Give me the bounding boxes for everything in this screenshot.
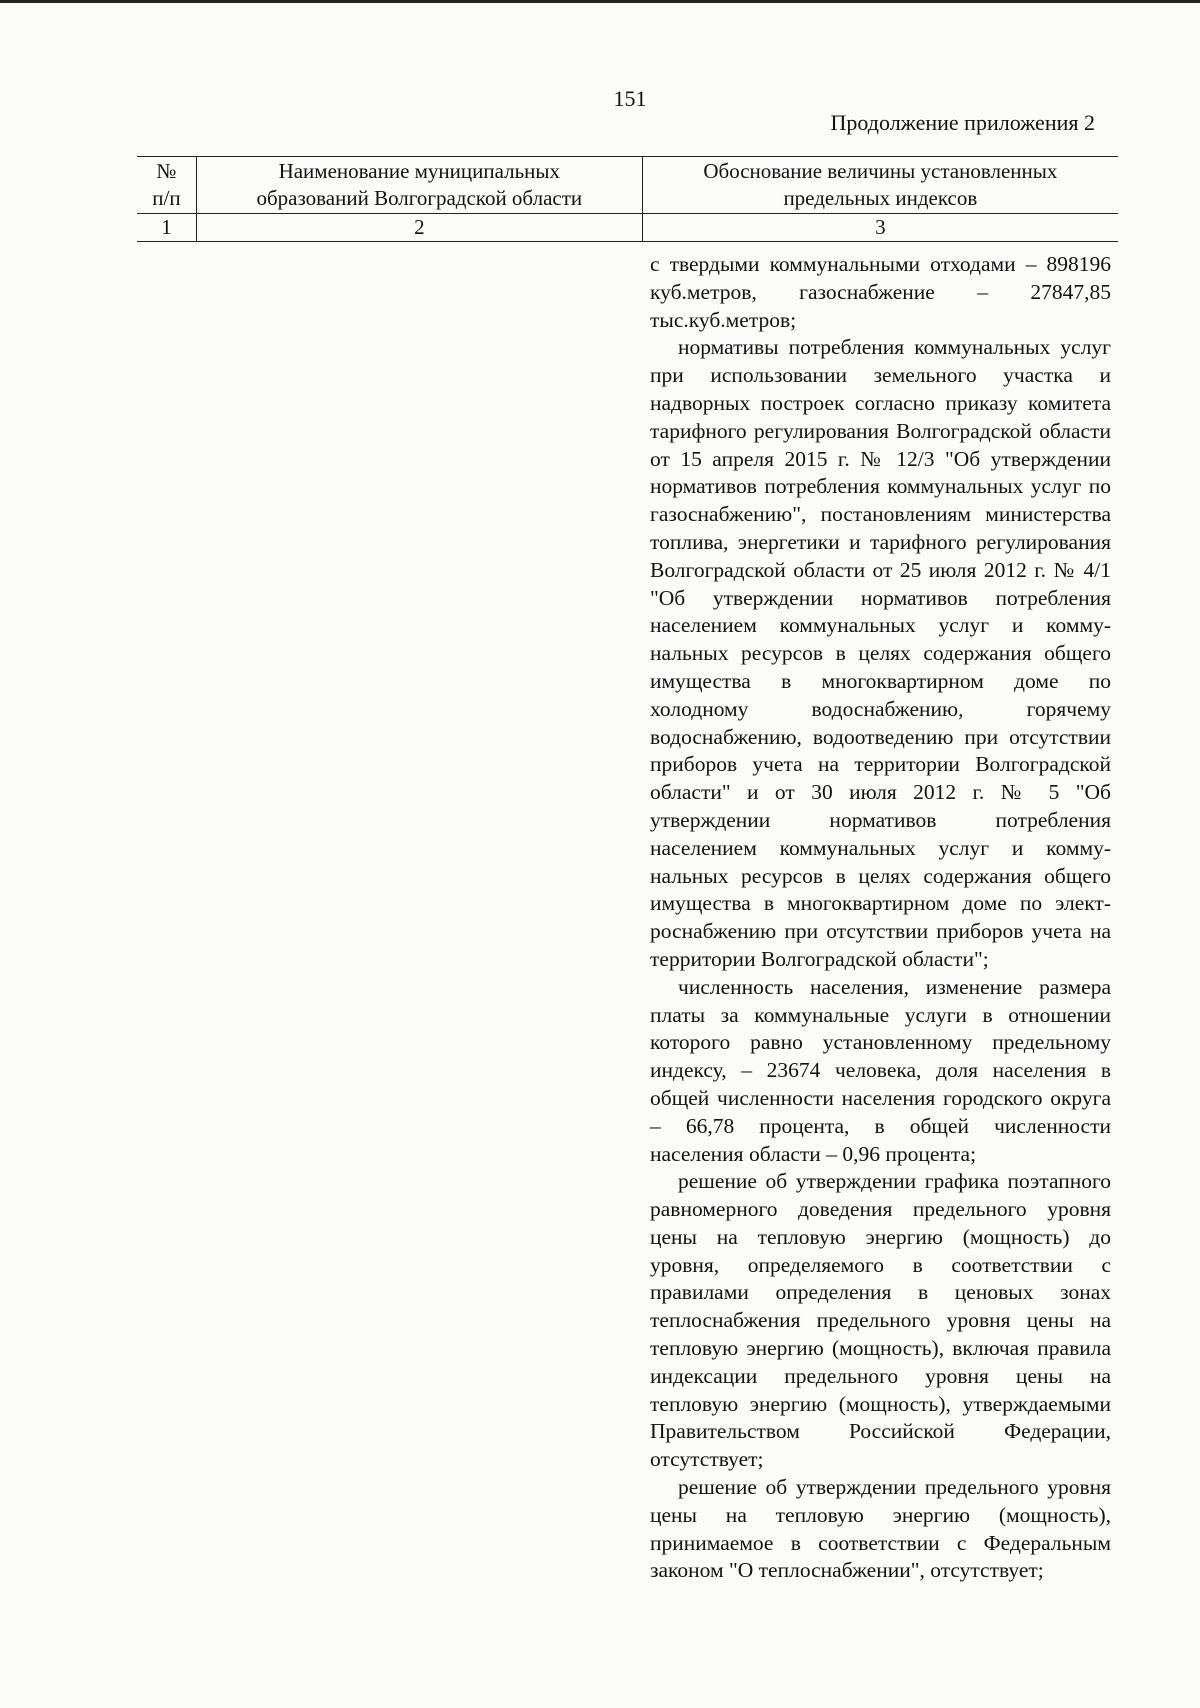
paragraph-consumption-norms: нормативы потребления коммунальных услуг при использовании земельного участка и надворных построек согласно приказу комитета тарифного регулирования Волгоградской области от 15 апреля 2015 г. № 12/3 "Об утверждении нормативов потребления коммунальных услуг по газоснабжению", постановлениям министерства топлива, энергетики и тарифного регулирования Волгоградской области от 25 июля 2012 г. № 4/1 "Об утверждении нормативов потребления населением коммунальных услуг и коммунальных ресурсов в целях содержания общего имущества в многоквартирном доме по холодному водоснабжению, горячему водоснабжению, водоотведению при отсутствии приборов учета на территории Волгоградской области" и от 30 июля 2012 г. № 5 "Об утверждении нормативов потребления населением коммунальных услуг и коммунальных ресурсов в целях содержания общего имущества в многоквартирном доме по электроснабжению при отсутствии приборов учета на территории Волгоградской области"; (650, 335, 1111, 971)
paragraph-waste-gas: с твердыми коммунальными отходами – 898196 куб.метров, газоснабжение – 27847,85 тыс.куб.метров; (650, 252, 1111, 332)
col2-number: 2 (196, 214, 642, 242)
col1-title-text: № п/п (152, 159, 181, 210)
col1-number: 1 (137, 214, 196, 242)
header-title-row (137, 157, 1118, 214)
page-number: 151 (613, 86, 647, 111)
col2-title (196, 157, 642, 214)
col3-number: 3 (642, 214, 1118, 242)
col2-title-text: Наименование муниципальных образований Волгоградской области (256, 159, 583, 210)
col3-title (642, 157, 1118, 214)
paragraph-heat-price-limit: решение об утверждении предельного уровня цены на тепловую энергию (мощность), принимаемое в соответствии с Федеральным законом "О теплоснабжении", отсутствует; (650, 1475, 1111, 1583)
header-number-row (137, 214, 1118, 242)
paragraph-population: численность населения, изменение размера платы за коммунальные услуги в отношении которого равно установленному предельному индексу, – 23674 человека, доля населения в общей численности населения городского округа – 66,78 процента, в общей численности населения области – 0,96 процента; (650, 974, 1111, 1166)
header-table (137, 156, 1118, 242)
justification-text (650, 251, 1111, 1585)
top-border-line (0, 0, 1200, 3)
col3-title-text: Обоснование величины установленных предельных индексов (703, 159, 1058, 210)
col1-title (137, 157, 196, 214)
paragraph-heat-schedule: решение об утверждении графика поэтапного равномерного доведения предельного уровня цены на тепловую энергию (мощность) до уровня, определяемого в соответствии с правилами определения в ценовых зонах теплоснабжения предельного уровня цены на тепловую энергию (мощность), включая правила индексации предельного уровня цены на тепловую энергию (мощность), утверждаемыми Правительством Российской Федерации, отсутствует; (650, 1169, 1111, 1472)
appendix-continuation-note: Продолжение приложения 2 (830, 110, 1095, 135)
